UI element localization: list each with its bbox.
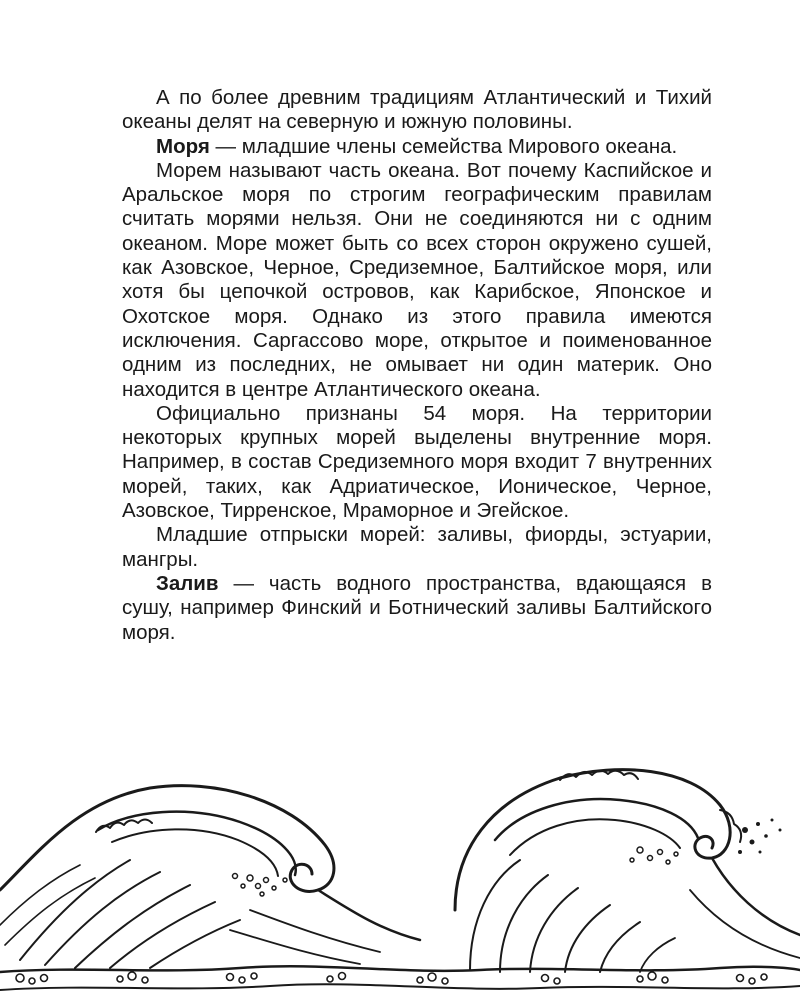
water-surface	[0, 966, 800, 990]
paragraph-text: Официально признаны 54 моря. На территории некоторых крупных морей выделены внутренние моря. Например, в состав Средиземного моря входит 7 внутренних морей, таких, как Адриатическое, Ионическое, Черное, Азовское, Тирренское, Мраморное и Эгейское.	[122, 401, 712, 523]
paragraph-sea-offspring	[122, 523, 712, 572]
right-wave	[455, 770, 800, 972]
paragraph-gulf-definition	[122, 572, 712, 645]
paragraph-sea-part-of-ocean	[122, 159, 712, 402]
paragraph-text: — часть водного пространства, вдающаяся в сушу, например Финский и Ботнический заливы Балтийского моря.	[122, 571, 712, 644]
paragraph-official-seas	[122, 402, 712, 523]
paragraph-text: Морем называют часть океана. Вот почему Каспийское и Аральское моря по строгим географическим правилам считать морями нельзя. Они не соединяются ни с одним океаном. Море может быть со всех сторон окружено сушей, как Азовское, Черное, Средиземное, Балтийское моря, или хотя бы цепочкой островов, как Карибское, Японское и Охотское моря. Однако из этого правила имеются исключения. Саргассово море, открытое и поименованное одним из последних, не омывает ни один материк. Оно находится в центре Атлантического океана.	[122, 158, 712, 401]
left-wave	[0, 786, 420, 968]
paragraph-seas-definition	[122, 135, 712, 159]
paragraph-text: Младшие отпрыски морей: заливы, фиорды, эстуарии, мангры.	[122, 523, 712, 571]
article-text	[122, 86, 712, 645]
ocean-waves-illustration	[0, 760, 800, 1000]
term-gulf: Залив	[156, 571, 219, 595]
paragraph-text: — младшие члены семейства Мирового океана.	[209, 134, 678, 158]
paragraph-text: А по более древним традициям Атлантический и Тихий океаны делят на северную и южную половины.	[122, 86, 712, 134]
term-seas: Моря	[156, 134, 210, 158]
paragraph-ocean-halves	[122, 86, 712, 135]
